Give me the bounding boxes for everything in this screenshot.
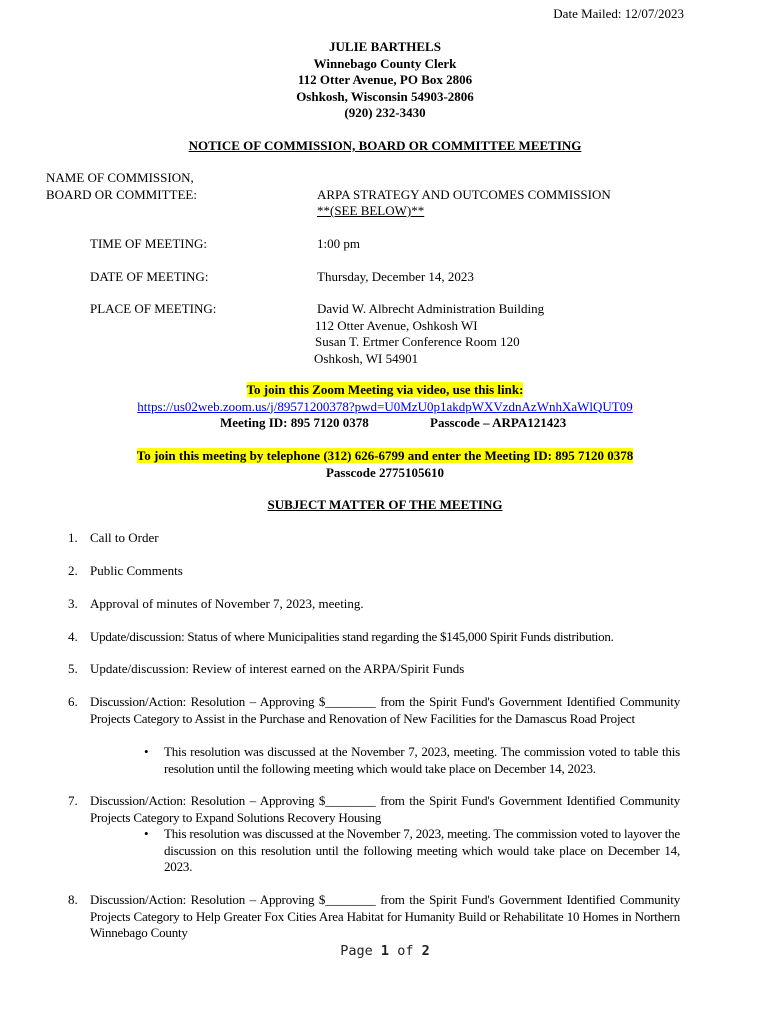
agenda-item-text: Public Comments bbox=[90, 563, 183, 578]
commission-name: ARPA STRATEGY AND OUTCOMES COMMISSION bbox=[317, 186, 611, 202]
date-label: DATE OF MEETING: bbox=[90, 269, 209, 284]
agenda-note-text: This resolution was discussed at the November 7, 2023, meeting. The commission voted to layover the discussion on this resolution until the following meeting which would take place on December 14, 2023. bbox=[164, 826, 680, 874]
zoom-video-heading: To join this Zoom Meeting via video, use this link: bbox=[246, 382, 524, 397]
agenda-item-number: 8. bbox=[68, 892, 78, 907]
date-mailed: Date Mailed: 12/07/2023 bbox=[553, 6, 684, 21]
page-total: 2 bbox=[421, 943, 430, 959]
agenda-item-number: 4. bbox=[68, 629, 78, 644]
name-label-1: NAME OF COMMISSION, bbox=[46, 170, 194, 185]
place-label: PLACE OF MEETING: bbox=[90, 301, 217, 316]
page-current: 1 bbox=[380, 943, 390, 959]
phone-passcode: Passcode 2775105610 bbox=[325, 464, 445, 480]
time-value: 1:00 pm bbox=[317, 236, 360, 251]
clerk-name: JULIE BARTHELS bbox=[329, 39, 441, 54]
agenda-item-text: Update/discussion: Status of where Municipalities stand regarding the $145,000 Spirit Funds distribution. bbox=[90, 629, 614, 644]
bullet-icon: • bbox=[144, 826, 149, 841]
clerk-address-2: Oshkosh, Wisconsin 54903-2806 bbox=[296, 88, 474, 104]
agenda-item-text: Update/discussion: Review of interest earned on the ARPA/Spirit Funds bbox=[90, 661, 465, 676]
agenda-item-text: Call to Order bbox=[90, 530, 159, 545]
place-line-2: 112 Otter Avenue, Oshkosh WI bbox=[315, 317, 478, 333]
zoom-passcode: Passcode – ARPA121423 bbox=[430, 415, 567, 430]
phone-join-heading: To join this meeting by telephone (312) 626-6799 and enter the Meeting ID: 895 7120 0378 bbox=[136, 448, 634, 463]
agenda-item-number: 2. bbox=[68, 563, 78, 578]
page-word: Page bbox=[340, 943, 373, 959]
agenda-note-text: This resolution was discussed at the November 7, 2023, meeting. The commission voted to table this resolution until the following meeting which would take place on December 14, 2023. bbox=[164, 744, 680, 776]
agenda-item-number: 5. bbox=[68, 661, 78, 676]
agenda-item-number: 1. bbox=[68, 530, 78, 545]
place-line-1: David W. Albrecht Administration Building bbox=[317, 301, 545, 316]
page-number bbox=[0, 943, 770, 960]
time-label: TIME OF MEETING: bbox=[90, 236, 207, 251]
zoom-meeting-link[interactable]: https://us02web.zoom.us/j/89571200378?pwd=U0MzU0p1akdpWXVzdnAzWnhXaWlQUT09 bbox=[137, 398, 633, 414]
clerk-title: Winnebago County Clerk bbox=[313, 55, 457, 71]
see-below-note: **(SEE BELOW)** bbox=[317, 203, 425, 218]
of-word: of bbox=[397, 943, 414, 959]
agenda-item-number: 3. bbox=[68, 596, 78, 611]
place-line-3: Susan T. Ertmer Conference Room 120 bbox=[315, 334, 520, 349]
subject-title: SUBJECT MATTER OF THE MEETING bbox=[267, 497, 503, 512]
date-value: Thursday, December 14, 2023 bbox=[317, 269, 474, 284]
notice-title: NOTICE OF COMMISSION, BOARD OR COMMITTEE MEETING bbox=[188, 138, 582, 153]
clerk-address-1: 112 Otter Avenue, PO Box 2806 bbox=[297, 72, 473, 87]
agenda-item-text: Discussion/Action: Resolution – Approving $________ from the Spirit Fund's Government Identified Community Projects Category to Assist in the Purchase and Renovation of New Facilities for the Damascus Road Project bbox=[90, 694, 680, 726]
place-line-4: Oshkosh, WI 54901 bbox=[314, 350, 419, 366]
zoom-meeting-id: Meeting ID: 895 7120 0378 bbox=[220, 415, 369, 430]
bullet-icon: • bbox=[144, 744, 149, 759]
agenda-item-text: Approval of minutes of November 7, 2023, meeting. bbox=[90, 596, 364, 611]
agenda-item-text: Discussion/Action: Resolution – Approving $________ from the Spirit Fund's Government Identified Community Projects Category to Expand Solutions Recovery Housing bbox=[90, 793, 680, 825]
name-label-2: BOARD OR COMMITTEE: bbox=[46, 186, 197, 202]
agenda-item-number: 7. bbox=[68, 793, 78, 808]
agenda-item-number: 6. bbox=[68, 694, 78, 709]
clerk-phone: (920) 232-3430 bbox=[344, 105, 426, 120]
agenda-item-text: Discussion/Action: Resolution – Approving $________ from the Spirit Fund's Government Identified Community Projects Category to Help Greater Fox Cities Area Habitat for Humanity Build or Rehabilitate 10 Homes in Northern Winnebago County bbox=[90, 892, 680, 940]
